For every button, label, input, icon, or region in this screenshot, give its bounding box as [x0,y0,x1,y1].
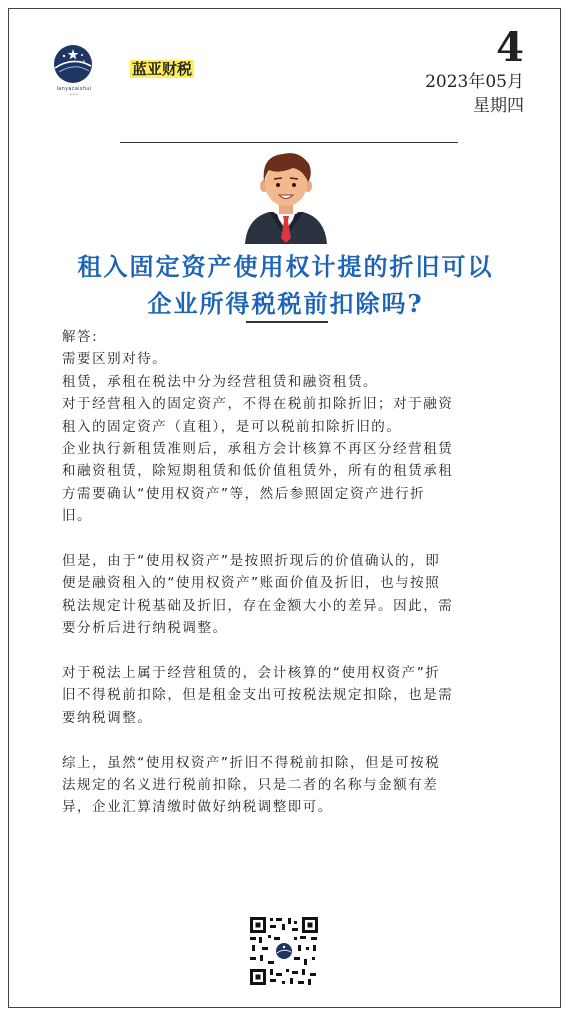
paragraph-gap [62,640,524,662]
body-line: 旧不得税前扣除，但是租金支出可按税法规定扣除，也是需 [62,687,454,704]
body-line: 对于经营租入的固定资产，不得在税前扣除折旧；对于融资 [62,396,454,413]
body-line: 企业执行新租赁准则后，承租方会计核算不再区分经营租赁 [62,441,454,458]
article-title-line-2: 企业所得税税前扣除吗? [147,289,424,318]
logo-caption-small: www [69,92,79,96]
body-line: 旧。 [62,508,93,525]
logo-caption: lanyacaishui [56,86,92,92]
body-line: 方需要确认“使用权资产”等，然后参照固定资产进行折 [62,485,426,502]
date-day: 4 [496,24,524,71]
body-line: 需要区别对待。 [62,351,168,368]
body-line: 但是，由于“使用权资产”是按照折现后的价值确认的，即 [62,553,441,570]
qr-code-icon [248,915,320,987]
body-line: 综上，虽然“使用权资产”折旧不得税前扣除，但是可按税 [62,754,441,771]
body-line: 税法规定计税基础及折旧，存在金额大小的差异。因此，需 [62,597,454,614]
body-line: 租赁，承租在税法中分为经营租赁和融资租赁。 [62,373,379,390]
brand-name: 蓝亚财税 [132,60,193,78]
paragraph-gap [62,729,524,751]
body-line: 法规定的名义进行税前扣除，只是二者的名称与金额有差 [62,777,439,794]
body-line: 租入的固定资产（直租），是可以税前扣除折旧的。 [62,418,402,435]
date-block [425,26,524,118]
body-line: 要分析后进行纳税调整。 [62,620,228,637]
date-weekday: 星期四 [473,96,524,116]
body-line: 便是融资租入的“使用权资产”账面价值及折旧，也与按照 [62,575,441,592]
body-line: 对于税法上属于经营租赁的，会计核算的“使用权资产”折 [62,665,441,682]
body-line: 异，企业汇算清缴时做好纳税调整即可。 [62,799,333,816]
article-title [40,248,531,322]
article-title-line-1: 租入固定资产使用权计提的折旧可以 [77,252,494,281]
date-year-month: 2023年05月 [425,72,524,92]
paragraph-gap [62,528,524,550]
header-divider [120,142,458,143]
businessman-avatar-icon [241,148,331,244]
answer-label: 解答: [62,329,99,345]
title-underline [246,321,328,323]
body-line: 要纳税调整。 [62,709,153,726]
article-body [62,326,524,819]
body-line: 和融资租赁，除短期租赁和低价值租赁外，所有的租赁承租 [62,463,454,480]
